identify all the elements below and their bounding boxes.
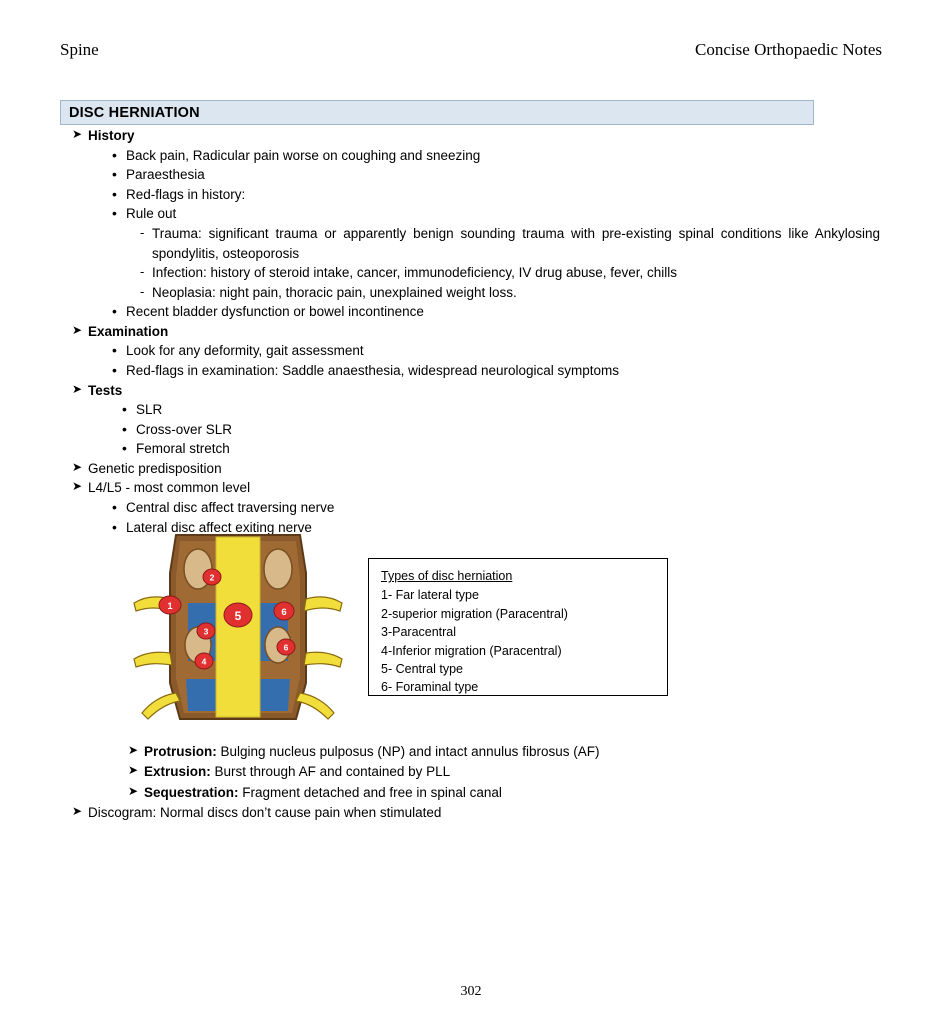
history-bullet-last: Recent bladder dysfunction or bowel incontinence <box>126 304 424 320</box>
svg-text:6: 6 <box>281 607 287 618</box>
bullet-icon: • <box>112 146 117 163</box>
legend-item-5: 5- Central type <box>381 661 463 676</box>
svg-text:4: 4 <box>201 656 207 667</box>
legend-item-6: 6- Foraminal type <box>381 680 479 695</box>
legend-item-1: 1- Far lateral type <box>381 588 479 603</box>
header-left-title: Spine <box>60 40 99 59</box>
tests-label: Tests <box>88 382 123 398</box>
bullet-icon: • <box>112 518 117 535</box>
list-item <box>140 224 880 263</box>
legend-item-4: 4-Inferior migration (Paracentral) <box>381 643 562 658</box>
genetic-label: Genetic predisposition <box>88 460 222 476</box>
history-sub-2: Neoplasia: night pain, thoracic pain, unexplained weight loss. <box>152 284 517 300</box>
arrow-bullet-icon: ➤ <box>128 743 139 757</box>
legend-title: Types of disc herniation <box>381 569 513 583</box>
list-item <box>112 165 880 185</box>
bullet-icon: • <box>112 185 117 202</box>
list-item-tests <box>72 381 880 401</box>
list-item-level <box>72 478 880 498</box>
svg-text:5: 5 <box>234 609 242 623</box>
section-title-banner <box>60 100 814 125</box>
list-item <box>122 439 880 459</box>
list-item <box>112 204 880 224</box>
list-item <box>140 263 880 283</box>
legend-item-3: 3-Paracentral <box>381 625 457 640</box>
list-item-extrusion <box>128 762 880 782</box>
dash-bullet-icon: - <box>140 283 145 299</box>
arrow-bullet-icon: ➤ <box>72 479 83 494</box>
list-item-history <box>72 126 880 146</box>
list-item <box>112 498 880 518</box>
arrow-bullet-icon: ➤ <box>72 459 83 474</box>
legend-item-2: 2-superior migration (Paracentral) <box>381 606 568 621</box>
dash-bullet-icon: - <box>140 264 145 280</box>
history-label: History <box>88 128 135 143</box>
list-item-protrusion <box>128 742 880 762</box>
examination-label: Examination <box>88 323 169 339</box>
svg-text:3: 3 <box>203 626 209 637</box>
dash-bullet-icon: - <box>140 224 145 240</box>
bullet-icon: • <box>122 401 127 418</box>
examination-bullet-0: Look for any deformity, gait assessment <box>126 343 364 359</box>
header-right-title: Concise Orthopaedic Notes <box>695 40 882 59</box>
arrow-bullet-icon: ➤ <box>72 803 83 818</box>
terms-list <box>60 742 880 823</box>
arrow-bullet-icon: ➤ <box>72 127 83 141</box>
level-bullet-1: Lateral disc affect exiting nerve <box>126 519 312 535</box>
list-item <box>122 400 880 420</box>
bullet-icon: • <box>112 205 117 222</box>
arrow-bullet-icon: ➤ <box>128 783 139 798</box>
list-item-sequestration <box>128 783 880 803</box>
history-sub-1: Infection: history of steroid intake, cancer, immunodeficiency, IV drug abuse, fever, chills <box>152 265 678 281</box>
arrow-bullet-icon: ➤ <box>128 763 139 778</box>
extrusion-term: Extrusion: <box>144 764 211 780</box>
bullet-icon: • <box>112 361 117 378</box>
sequestration-term: Sequestration: <box>144 784 239 800</box>
bullet-icon: • <box>112 499 117 515</box>
list-item <box>112 361 880 381</box>
list-item-examination <box>72 322 880 342</box>
history-bullet-1: Paraesthesia <box>126 167 205 183</box>
main-content <box>60 126 880 537</box>
list-item <box>122 420 880 440</box>
list-item <box>112 146 880 166</box>
bullet-icon: • <box>112 303 117 320</box>
list-item <box>112 185 880 205</box>
history-bullet-3: Rule out <box>126 206 177 222</box>
discogram-text: Discogram: Normal discs don’t cause pain when stimulated <box>88 804 442 820</box>
extrusion-definition: Burst through AF and contained by PLL <box>210 764 451 780</box>
level-bullet-0: Central disc affect traversing nerve <box>126 500 335 515</box>
sequestration-definition: Fragment detached and free in spinal canal <box>238 784 502 800</box>
svg-text:6: 6 <box>283 642 289 653</box>
page-number: 302 <box>460 984 482 999</box>
tests-bullet-2: Femoral stretch <box>136 441 230 457</box>
list-item <box>140 283 880 303</box>
history-sub-0: Trauma: significant trauma or apparently benign sounding trauma with pre-existing spinal conditions like Ankylosing spondylitis, osteoporosis <box>152 225 880 261</box>
list-item-discogram <box>72 803 880 823</box>
figure-area <box>128 533 888 723</box>
history-bullet-0: Back pain, Radicular pain worse on coughing and sneezing <box>126 147 481 163</box>
bullet-icon: • <box>122 420 127 437</box>
protrusion-definition: Bulging nucleus pulposus (NP) and intact annulus fibrosus (AF) <box>216 744 600 759</box>
arrow-bullet-icon: ➤ <box>72 381 83 396</box>
examination-bullet-1: Red-flags in examination: Saddle anaesthesia, widespread neurological symptoms <box>126 362 620 378</box>
bullet-icon: • <box>112 166 117 183</box>
page-title: DISC HERNIATION <box>69 104 200 121</box>
tests-bullet-1: Cross-over SLR <box>136 421 233 437</box>
history-bullet-2: Red-flags in history: <box>126 186 246 202</box>
svg-text:2: 2 <box>209 572 215 583</box>
bullet-icon: • <box>112 342 117 359</box>
tests-bullet-0: SLR <box>136 402 163 418</box>
arrow-bullet-icon: ➤ <box>72 322 83 337</box>
level-label: L4/L5 - most common level <box>88 480 251 496</box>
disc-herniation-diagram <box>128 533 348 721</box>
list-item <box>112 341 880 361</box>
bullet-icon: • <box>122 440 127 457</box>
svg-text:1: 1 <box>167 601 173 611</box>
list-item-genetic <box>72 459 880 479</box>
protrusion-term: Protrusion: <box>144 744 217 759</box>
list-item <box>112 302 880 322</box>
legend-box <box>368 558 668 696</box>
page-header <box>60 40 882 60</box>
